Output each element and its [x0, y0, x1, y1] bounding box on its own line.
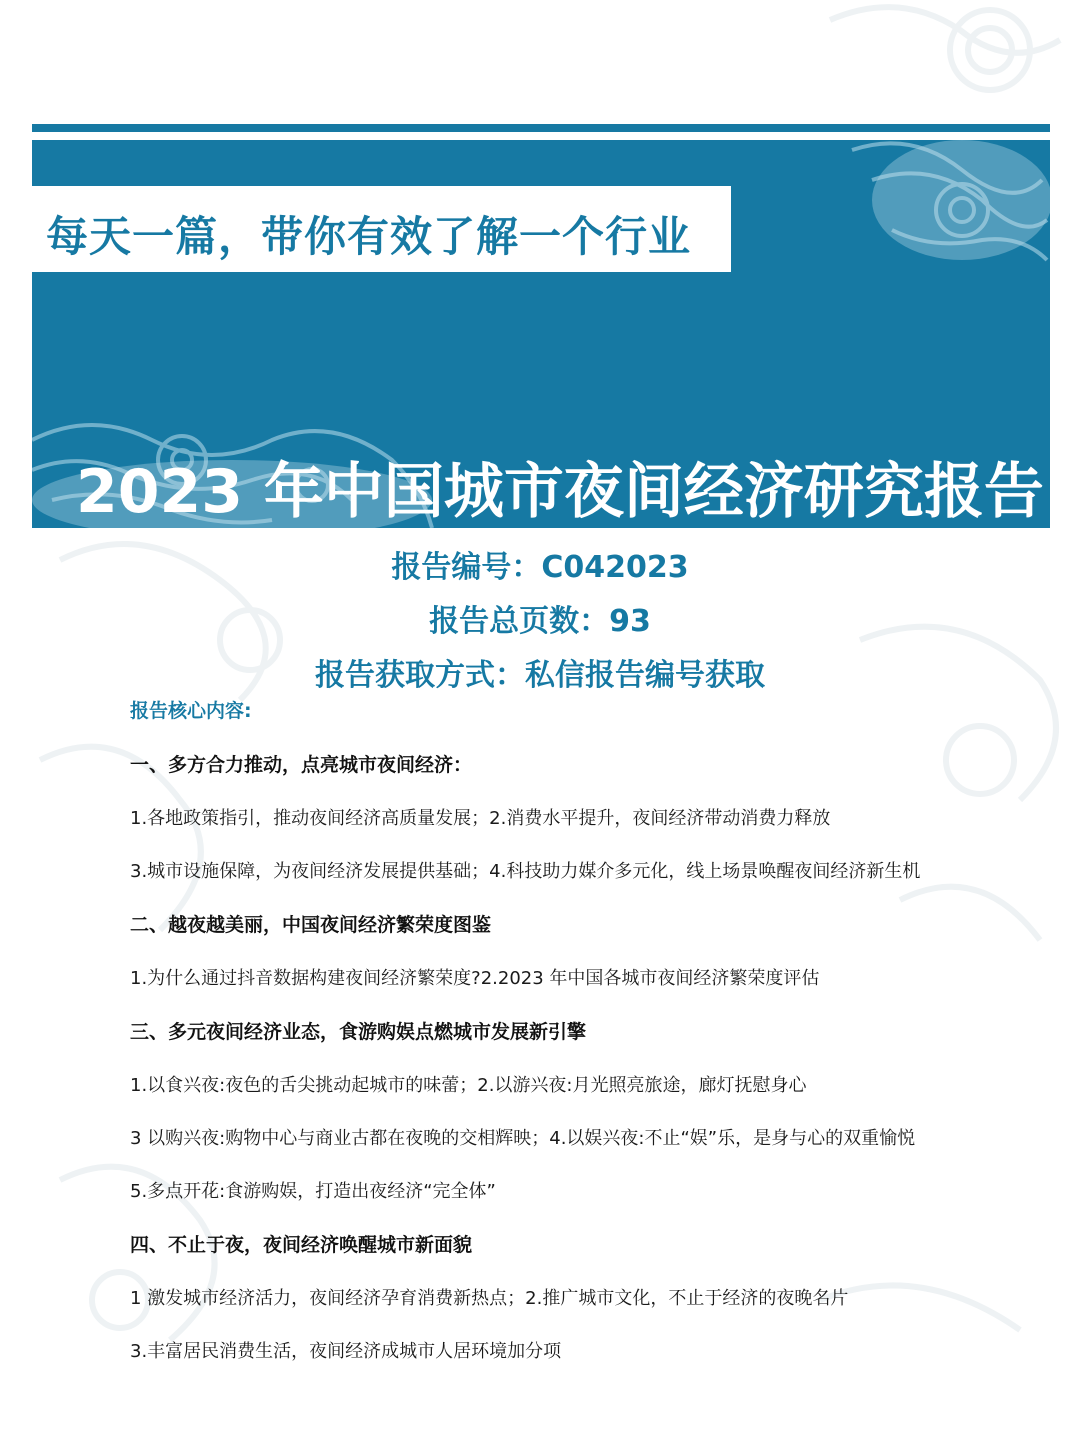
report-access-method: 报告获取方式：私信报告编号获取	[315, 658, 765, 693]
section-heading: 一、多方合力推动，点亮城市夜间经济：	[130, 754, 473, 776]
section-line: 5.多点开花:食游购娱，打造出夜经济“完全体”	[130, 1181, 496, 1202]
section-heading: 四、不止于夜，夜间经济唤醒城市新面貌	[130, 1234, 473, 1256]
tagline-box	[32, 186, 731, 272]
report-page-count: 报告总页数：93	[429, 604, 651, 639]
top-rule	[32, 124, 1050, 132]
core-content-label: 报告核心内容:	[130, 700, 252, 722]
tagline: 每天一篇，带你有效了解一个行业	[46, 212, 692, 261]
section-line: 1 激发城市经济活力，夜间经济孕育消费新热点；2.推广城市文化，不止于经济的夜晚名片	[130, 1288, 849, 1309]
section-heading: 三、多元夜间经济业态，食游购娱点燃城市发展新引擎	[130, 1021, 587, 1043]
report-title: 2023 年中国城市夜间经济研究报告	[76, 457, 1044, 527]
section-line: 1.为什么通过抖音数据构建夜间经济繁荣度?2.2023 年中国各城市夜间经济繁荣度评估	[130, 968, 820, 989]
section-line: 3.城市设施保障，为夜间经济发展提供基础；4.科技助力媒介多元化，线上场景唤醒夜间经济新生机	[130, 861, 921, 882]
section-line: 3 以购兴夜:购物中心与商业古都在夜晚的交相辉映；4.以娱兴夜:不止“娱”乐，是身与心的双重愉悦	[130, 1128, 916, 1149]
section-line: 3.丰富居民消费生活，夜间经济成城市人居环境加分项	[130, 1341, 562, 1362]
section-heading: 二、越夜越美丽，中国夜间经济繁荣度图鉴	[130, 914, 492, 936]
report-number: 报告编号：C042023	[391, 550, 689, 585]
section-line: 1.各地政策指引，推动夜间经济高质量发展；2.消费水平提升，夜间经济带动消费力释放	[130, 808, 831, 829]
section-line: 1.以食兴夜:夜色的舌尖挑动起城市的味蕾；2.以游兴夜:月光照亮旅途，廊灯抚慰身心	[130, 1075, 807, 1096]
